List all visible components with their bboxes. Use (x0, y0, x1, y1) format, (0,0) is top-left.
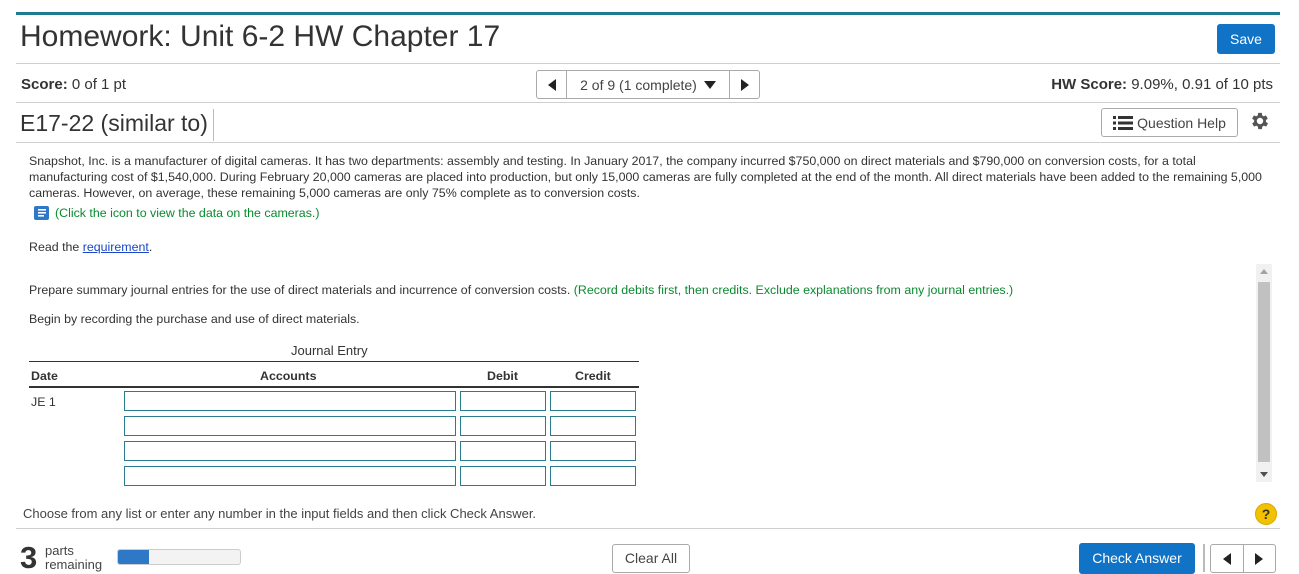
parts-label-line1: parts (45, 543, 74, 558)
score-value: 0 of 1 pt (71, 76, 127, 93)
problem-text: Snapshot, Inc. is a manufacturer of digital cameras. It has two departments: assembly and testing. In January 2017, the company incurred $750,000 on direct materials and $790,000 on conversion costs, for a total manufacturing cost of $1,540,000. During February 20,000 cameras are placed into production, but only 15,000 cameras are fully completed at the end of the month. All direct materials have been added to the remaining 5,000 cameras. However, on average, these remaining 5,000 cameras are only 75% complete as to conversion costs. (29, 154, 1262, 200)
divider (16, 142, 1280, 143)
camera-data-link-text[interactable]: (Click the icon to view the data on the cameras.) (55, 206, 320, 220)
clear-all-button[interactable]: Clear All (612, 544, 690, 573)
column-header-accounts: Accounts (260, 369, 317, 383)
debit-input[interactable] (460, 441, 546, 461)
separator (1203, 544, 1205, 572)
journal-entry-label: JE 1 (31, 395, 56, 409)
credit-input[interactable] (550, 391, 636, 411)
hw-score (1051, 76, 1273, 93)
parts-remaining-label (45, 544, 102, 572)
column-header-date: Date (31, 369, 58, 383)
read-requirement (29, 240, 152, 254)
question-help-button[interactable] (1101, 108, 1238, 137)
column-header-credit: Credit (575, 369, 611, 383)
table-header-border (29, 386, 639, 388)
account-input[interactable] (124, 391, 456, 411)
save-button[interactable]: Save (1217, 24, 1275, 54)
account-input[interactable] (124, 416, 456, 436)
instructions-note: (Record debits first, then credits. Exclude explanations from any journal entries.) (573, 283, 1014, 297)
score-label: Score: (21, 76, 68, 93)
triangle-left-icon (548, 79, 556, 91)
debit-input[interactable] (460, 391, 546, 411)
list-icon (1113, 116, 1133, 130)
camera-data-link[interactable] (33, 204, 319, 222)
progress-fill (118, 550, 149, 564)
divider (16, 102, 1280, 103)
column-header-debit: Debit (487, 369, 518, 383)
divider (16, 63, 1280, 64)
debit-input[interactable] (460, 416, 546, 436)
question-position: 2 of 9 (1 complete) (580, 76, 697, 93)
question-navigator (536, 70, 760, 99)
account-input[interactable] (124, 441, 456, 461)
parts-progress-bar (117, 549, 241, 565)
scroll-down-arrow[interactable] (1260, 472, 1268, 477)
read-suffix: . (148, 240, 153, 254)
question-selector[interactable] (567, 71, 729, 98)
bottom-question-navigator (1210, 544, 1276, 573)
requirement-link[interactable]: requirement (82, 240, 149, 254)
account-input[interactable] (124, 466, 456, 486)
bottom-previous-button[interactable] (1211, 545, 1244, 572)
previous-question-button[interactable] (537, 71, 567, 98)
parts-count: 3 (20, 540, 38, 574)
gear-icon[interactable] (1249, 110, 1271, 132)
hw-score-label: HW Score: (1051, 76, 1128, 93)
table-top-border (29, 361, 639, 362)
top-accent-bar (16, 12, 1280, 15)
score (21, 76, 126, 93)
instructions (29, 283, 1013, 297)
triangle-down-icon (704, 81, 716, 89)
book-icon[interactable] (33, 204, 51, 222)
scroll-thumb[interactable] (1258, 282, 1270, 462)
help-icon[interactable]: ? (1255, 503, 1277, 525)
journal-entry-title: Journal Entry (291, 343, 368, 358)
triangle-right-icon (1255, 553, 1263, 565)
triangle-right-icon (741, 79, 749, 91)
debit-input[interactable] (460, 466, 546, 486)
answer-instructions: Choose from any list or enter any number in the input fields and then click Check Answer. (23, 506, 537, 521)
hw-score-value: 9.09%, 0.91 of 10 pts (1131, 76, 1273, 93)
begin-instruction: Begin by recording the purchase and use of direct materials. (29, 312, 360, 326)
scroll-up-arrow[interactable] (1260, 269, 1268, 274)
read-prefix: Read the (29, 240, 83, 254)
bottom-next-button[interactable] (1243, 545, 1275, 572)
triangle-left-icon (1223, 553, 1231, 565)
check-answer-button[interactable]: Check Answer (1079, 543, 1195, 574)
credit-input[interactable] (550, 466, 636, 486)
question-help-label: Question Help (1137, 114, 1226, 131)
page-title: Homework: Unit 6-2 HW Chapter 17 (20, 20, 501, 53)
question-id: E17-22 (similar to) (20, 109, 214, 141)
credit-input[interactable] (550, 416, 636, 436)
parts-label-line2: remaining (45, 557, 103, 572)
instructions-main: Prepare summary journal entries for the use of direct materials and incurrence of conversion costs. (29, 283, 574, 297)
vertical-scrollbar[interactable] (1256, 264, 1272, 482)
divider (16, 528, 1280, 529)
next-question-button[interactable] (729, 71, 759, 98)
credit-input[interactable] (550, 441, 636, 461)
